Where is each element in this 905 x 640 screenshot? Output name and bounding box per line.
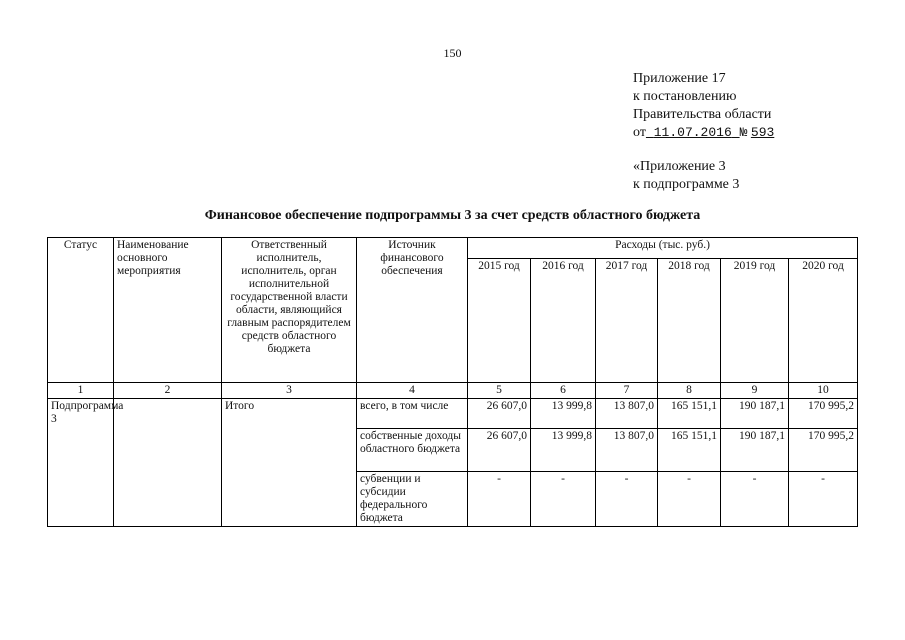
value-cell: - <box>721 472 789 527</box>
header-source: Источник финансового обеспечения <box>357 238 468 383</box>
source-cell: собственные доходы областного бюджета <box>357 429 468 472</box>
value-cell: 165 151,1 <box>658 399 721 429</box>
col-number: 7 <box>596 383 658 399</box>
value-cell: 13 807,0 <box>596 429 658 472</box>
appendix-sub-block <box>633 158 739 194</box>
value-cell: 165 151,1 <box>658 429 721 472</box>
header-executor: Ответственный исполнитель, исполнитель, орган исполнительной государственной власти области, являющийся главным распорядителем средств областного бюджета <box>222 238 357 383</box>
appendix-line-3: Правительства области <box>633 107 772 122</box>
col-number: 4 <box>357 383 468 399</box>
value-cell: 26 607,0 <box>468 429 531 472</box>
header-year-2017: 2017 год <box>596 259 658 383</box>
header-row-1 <box>48 238 858 259</box>
value-cell: 13 999,8 <box>531 399 596 429</box>
col-number: 2 <box>114 383 222 399</box>
value-cell: - <box>789 472 858 527</box>
date-prefix: от <box>633 125 646 140</box>
document-title: Финансовое обеспечение подпрограммы 3 за счет средств областного бюджета <box>204 208 701 223</box>
decree-number: 593 <box>750 125 775 140</box>
value-cell: 190 187,1 <box>721 399 789 429</box>
value-cell: 13 999,8 <box>531 429 596 472</box>
header-expenses: Расходы (тыс. руб.) <box>468 238 858 259</box>
appendix-block <box>633 70 774 142</box>
decree-date: 11.07.2016 <box>653 125 732 140</box>
source-cell: субвенции и субсидии федерального бюджета <box>357 472 468 527</box>
source-cell: всего, в том числе <box>357 399 468 429</box>
header-year-2019: 2019 год <box>721 259 789 383</box>
appendix-line-2: к постановлению <box>633 89 737 104</box>
header-status: Статус <box>48 238 114 383</box>
appendix-line-1: Приложение 17 <box>633 71 726 86</box>
name-cell <box>114 399 222 527</box>
col-number: 9 <box>721 383 789 399</box>
col-number: 8 <box>658 383 721 399</box>
appendix-date-line <box>633 124 774 142</box>
value-cell: - <box>468 472 531 527</box>
value-cell: - <box>596 472 658 527</box>
header-year-2018: 2018 год <box>658 259 721 383</box>
table-row <box>48 399 858 429</box>
col-number: 6 <box>531 383 596 399</box>
appendix-sub-line-2: к подпрограмме 3 <box>633 177 740 192</box>
value-cell: - <box>658 472 721 527</box>
header-year-2015: 2015 год <box>468 259 531 383</box>
header-name: Наименование основного мероприятия <box>114 238 222 383</box>
col-number: 3 <box>222 383 357 399</box>
header-year-2020: 2020 год <box>789 259 858 383</box>
value-cell: 13 807,0 <box>596 399 658 429</box>
executor-cell: Итого <box>222 399 357 527</box>
value-cell: 190 187,1 <box>721 429 789 472</box>
value-cell: - <box>531 472 596 527</box>
col-number: 10 <box>789 383 858 399</box>
finance-table <box>47 237 858 527</box>
col-number: 1 <box>48 383 114 399</box>
value-cell: 26 607,0 <box>468 399 531 429</box>
appendix-sub-line-1: «Приложение 3 <box>633 159 726 174</box>
value-cell: 170 995,2 <box>789 399 858 429</box>
number-sign: № <box>739 125 748 140</box>
header-year-2016: 2016 год <box>531 259 596 383</box>
page-number: 150 <box>443 46 462 60</box>
col-number: 5 <box>468 383 531 399</box>
status-cell: Подпрограмма 3 <box>48 399 114 527</box>
value-cell: 170 995,2 <box>789 429 858 472</box>
column-number-row <box>48 383 858 399</box>
